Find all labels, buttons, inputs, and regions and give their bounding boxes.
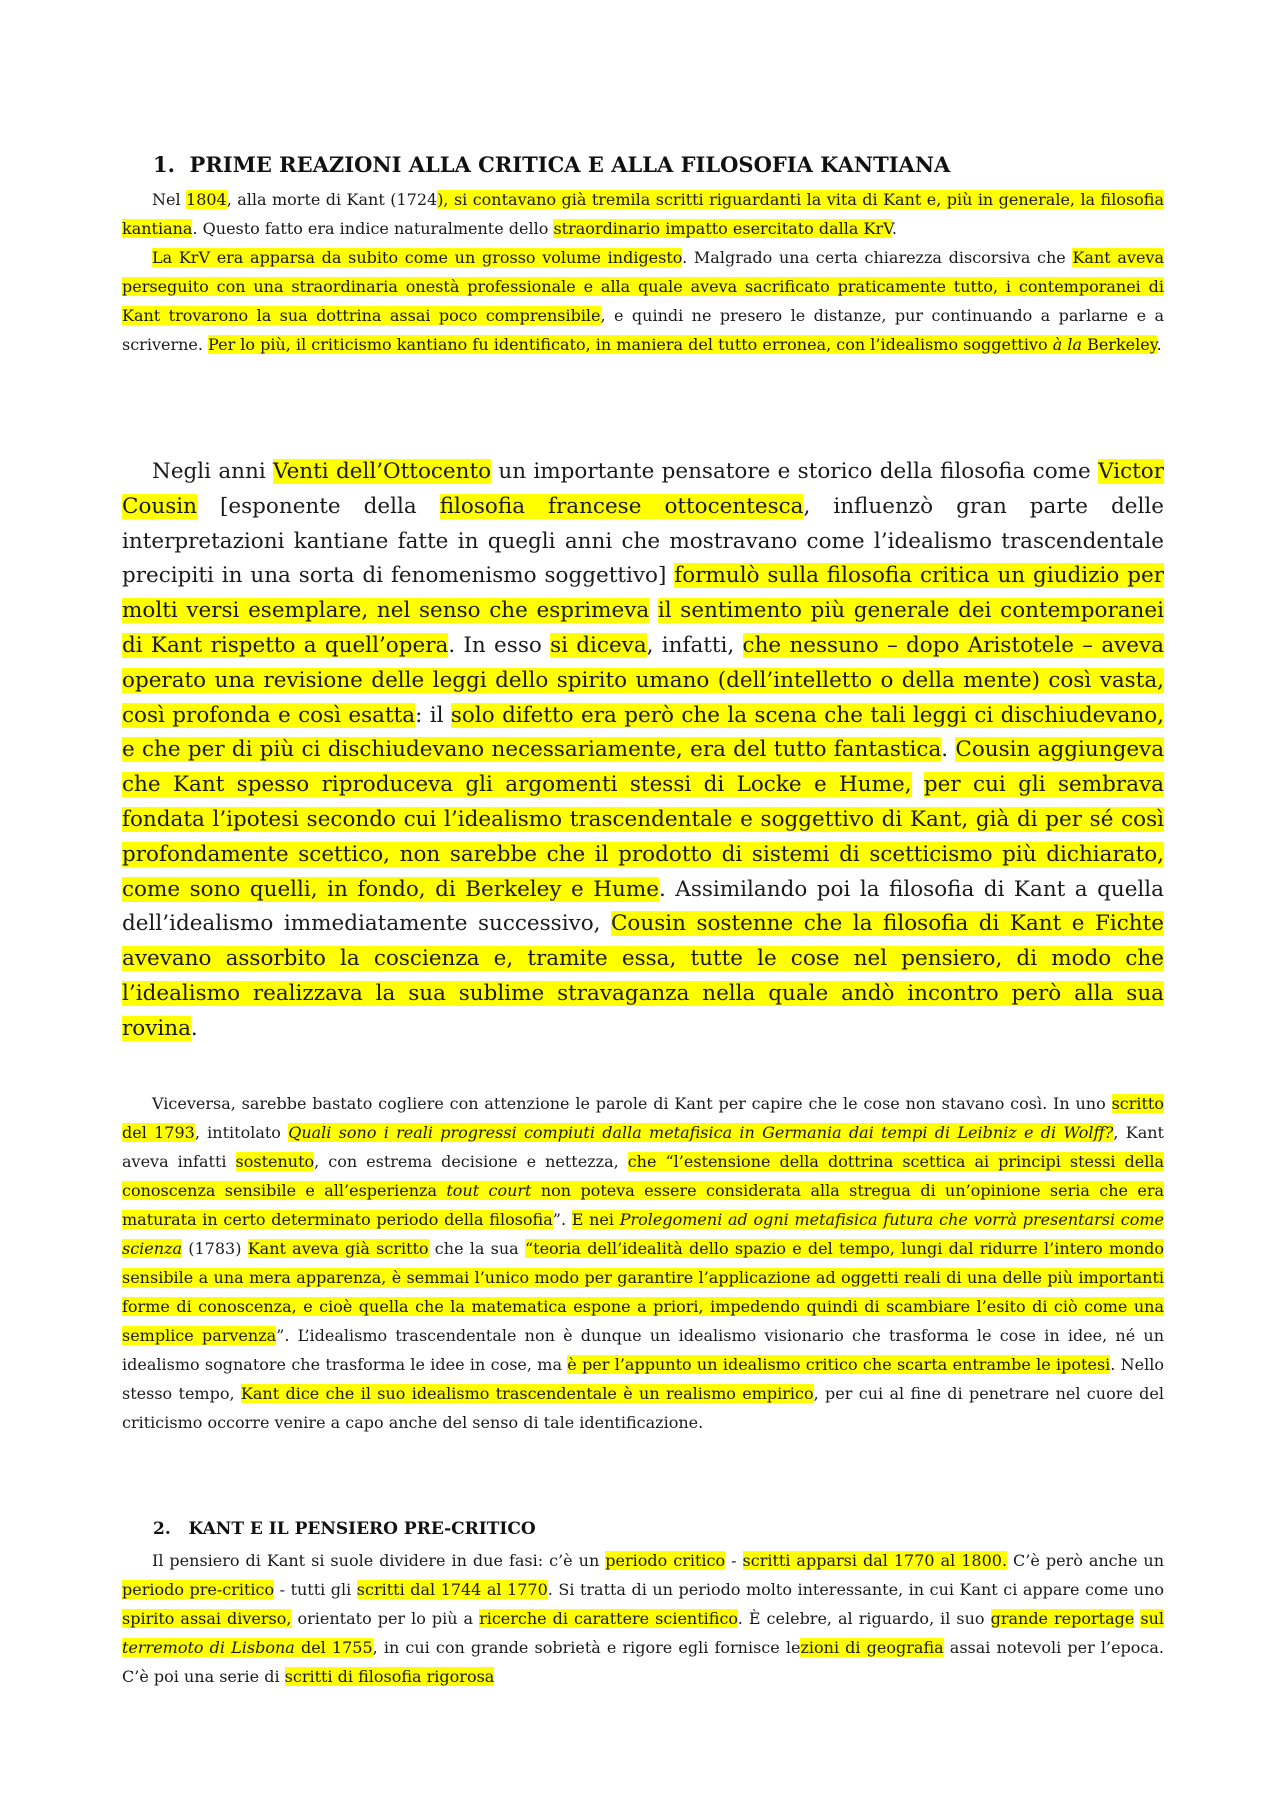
text-run: C’è però anche un (1007, 1551, 1165, 1570)
text-run: . (891, 219, 897, 238)
highlighted-text: E nei (571, 1210, 620, 1229)
highlighted-text: Kant aveva perseguito con una straordinaria onestà professionale e alla quale aveva sacrificato praticamente tutto, i contemporanei di Kant trovarono la sua dottrina assai poco comprensibile (122, 248, 1165, 325)
text-run: , Kant aveva infatti (122, 1123, 1164, 1171)
text-run: , per cui al fine di penetrare nel cuore del criticismo occorre venire a capo anche del senso di tale identificazione. (122, 1384, 1165, 1432)
highlighted-text: il sentimento più generale dei contemporanei di Kant rispetto a quell’opera (122, 598, 1164, 658)
highlighted-text: terremoto di Lisbona (122, 1638, 295, 1657)
text-run: che la sua (428, 1239, 525, 1258)
text-run: - tutti gli (274, 1580, 357, 1599)
paragraph (122, 185, 1164, 243)
highlighted-text: Cousin aggiungeva che Kant spesso riproduceva gli argomenti stessi di Locke e Hume, (122, 737, 1165, 798)
highlighted-text: sostenuto (235, 1152, 315, 1171)
text-run: , influenzò gran parte delle interpretazioni kantiane fatte in quegli anni che mostravano come l’idealismo trascendentale precipiti in una sorta di fenomenismo soggettivo] (122, 493, 1164, 589)
highlighted-text: non poteva essere considerata alla stregua di un’opinione seria che era maturata in certo determinato periodo della filosofia (122, 1181, 1165, 1229)
text-run: , infatti, (646, 632, 743, 658)
text-run: . Si tratta di un periodo molto interessante, in cui Kant ci appare come uno (547, 1580, 1165, 1599)
text-run: orientato per lo più a (291, 1609, 480, 1628)
text-run: . (1156, 335, 1162, 354)
highlighted-text: che “l’estensione della dottrina scettica ai principi stessi della conoscenza sensibile e all’esperienza (122, 1152, 1165, 1200)
highlighted-text: Kant aveva già scritto (247, 1239, 429, 1258)
highlighted-text: formulò sulla filosofia critica un giudizio per molti versi esemplare, nel senso che esprimeva (122, 563, 1165, 624)
highlighted-text: 1804 (186, 190, 227, 209)
text-run: . Assimilando poi la filosofia di Kant a quella dell’idealismo immediatamente successivo, (122, 876, 1165, 937)
highlighted-text: La KrV era apparsa da subito come un grosso volume indigesto (152, 248, 683, 267)
highlighted-text: ricerche di carattere scientifico (479, 1609, 738, 1628)
highlighted-text: Victor Cousin (122, 459, 1164, 519)
text-run: assai notevoli per l’epoca. C’è poi una serie di (122, 1638, 1165, 1686)
highlighted-text: scritti dal 1744 al 1770 (356, 1580, 548, 1599)
highlighted-text: Prolegomeni ad ogni metafisica futura che vorrà presentarsi come scienza (122, 1210, 1165, 1258)
highlighted-text: grande reportage (990, 1609, 1135, 1628)
text-run: . (190, 1015, 198, 1041)
highlighted-text: à la (1052, 335, 1082, 354)
highlighted-text: si diceva (550, 632, 647, 658)
text-run: . In esso (448, 632, 551, 658)
text-run: , in cui con grande sobrietà e rigore egli fornisce le (372, 1638, 801, 1657)
text-run: (1783) (182, 1239, 248, 1258)
highlighted-text: ), si contavano già tremila scritti riguardanti la vita di Kant e, più in generale, la filosofia kantiana (122, 190, 1165, 238)
section-1-kant-reply (122, 1089, 1164, 1437)
highlighted-text: Quali sono i reali progressi compiuti dalla metafisica in Germania dai tempi di Leibniz e di Wolff? (288, 1123, 1114, 1142)
paragraph (122, 1546, 1164, 1691)
text-run: Negli anni (152, 459, 274, 484)
section-2-heading: 2. KANT E IL PENSIERO PRE-CRITICO (153, 1519, 536, 1539)
section-1-heading: 1. PRIME REAZIONI ALLA CRITICA E ALLA FILOSOFIA KANTIANA (153, 152, 951, 177)
section-1-intro (122, 185, 1164, 359)
text-run: . Malgrado una certa chiarezza discorsiva che (682, 248, 1073, 267)
highlighted-text: del 1755 (294, 1638, 373, 1657)
text-run: - (725, 1551, 743, 1570)
highlighted-text: “teoria dell’idealità dello spazio e del tempo, lungi dal ridurre l’intero mondo sensibile a una mera apparenza, è semmai l’unico modo per garantire l’applicazione ad oggetti reali di una delle più importanti forme di conoscenza, e cioè quella che la matematica espone a priori, impedendo quindi di scambiare l’esito di ciò come una semplice parvenza (122, 1239, 1165, 1345)
highlighted-text: Berkeley (1081, 335, 1157, 354)
highlighted-text: periodo pre-critico (122, 1580, 275, 1599)
section-2-intro (122, 1546, 1164, 1691)
text-run: ”. L’idealismo trascendentale non è dunque un idealismo visionario che trasforma le cose in idee, né un idealismo sognatore che trasforma le idee in cose, ma (122, 1326, 1164, 1374)
text-run: . È celebre, al riguardo, il suo (737, 1609, 991, 1628)
text-run: un importante pensatore e storico della filosofia come (491, 459, 1099, 484)
text-run: , intitolato (194, 1123, 289, 1142)
highlighted-text: Kant dice che il suo idealismo trascendentale è un realismo empirico (240, 1384, 814, 1403)
paragraph (122, 243, 1164, 359)
highlighted-text: sul (1140, 1609, 1165, 1628)
text-run: . Nello stesso tempo, (122, 1355, 1164, 1403)
text-run: , alla morte di Kant (1724 (226, 190, 438, 209)
highlighted-text: periodo critico (605, 1551, 726, 1570)
highlighted-text: zioni di geografia (800, 1638, 944, 1657)
highlighted-text: scritto del 1793 (122, 1094, 1164, 1142)
highlighted-text: solo difetto era però che la scena che tali leggi ci dischiudevano, e che per di più ci dischiudevano necessariamente, era del tutto fantastica (122, 702, 1164, 763)
paragraph (122, 455, 1164, 1047)
highlighted-text: scritti apparsi dal 1770 al 1800. (742, 1551, 1008, 1570)
highlighted-text: scritti di filosofia rigorosa (284, 1667, 495, 1686)
highlighted-text: è per l’appunto un idealismo critico che scarta entrambe le ipotesi (567, 1355, 1111, 1374)
highlighted-text: filosofia francese ottocentesca (439, 493, 804, 519)
text-run: . Questo fatto era indice naturalmente dello (192, 219, 554, 238)
highlighted-text: Cousin sostenne che la filosofia di Kant e Fichte avevano assorbito la coscienza e, tramite essa, tutte le cose nel pensiero, di modo che l’idealismo realizzava la sua sublime stravaganza nella quale andò incontro però alla sua rovina (122, 911, 1164, 1041)
text-run: , con estrema decisione e nettezza, (314, 1152, 628, 1171)
text-run: [esponente della (197, 493, 440, 519)
highlighted-text: straordinario impatto esercitato dalla KrV (553, 219, 892, 238)
text-run: Il pensiero di Kant si suole dividere in due fasi: c’è un (152, 1551, 606, 1570)
text-run: : il (415, 702, 451, 728)
text-run (912, 772, 924, 797)
highlighted-text: Venti dell’Ottocento (273, 459, 492, 484)
paragraph (122, 1089, 1164, 1437)
text-run: ”. (552, 1210, 572, 1229)
text-run: , e quindi ne presero le distanze, pur continuando a parlarne e a scriverne. (122, 306, 1164, 354)
text-run: Viceversa, sarebbe bastato cogliere con attenzione le parole di Kant per capire che le cose non stavano così. In uno (152, 1094, 1112, 1113)
highlighted-text: Per lo più, il criticismo kantiano fu identificato, in maniera del tutto erronea, con l’idealismo soggettivo (208, 335, 1053, 354)
highlighted-text: per cui gli sembrava fondata l’ipotesi secondo cui l’idealismo trascendentale e soggettivo di Kant, già di per sé così profondamente scettico, non sarebbe che il prodotto di sistemi di scetticismo più dichiarato, come sono quelli, in fondo, di Berkeley e Hume (122, 772, 1164, 902)
highlighted-text: tout court (446, 1181, 532, 1200)
text-run (649, 598, 658, 623)
section-1-quote-block (122, 455, 1164, 1047)
text-run: . (941, 737, 956, 763)
highlighted-text: spirito assai diverso, (122, 1609, 292, 1628)
text-run: Nel (152, 190, 187, 209)
highlighted-text: che nessuno – dopo Aristotele – aveva operato una revisione delle leggi dello spirito umano (dell’intelletto o della mente) così vasta, così profonda e così esatta (122, 632, 1164, 728)
